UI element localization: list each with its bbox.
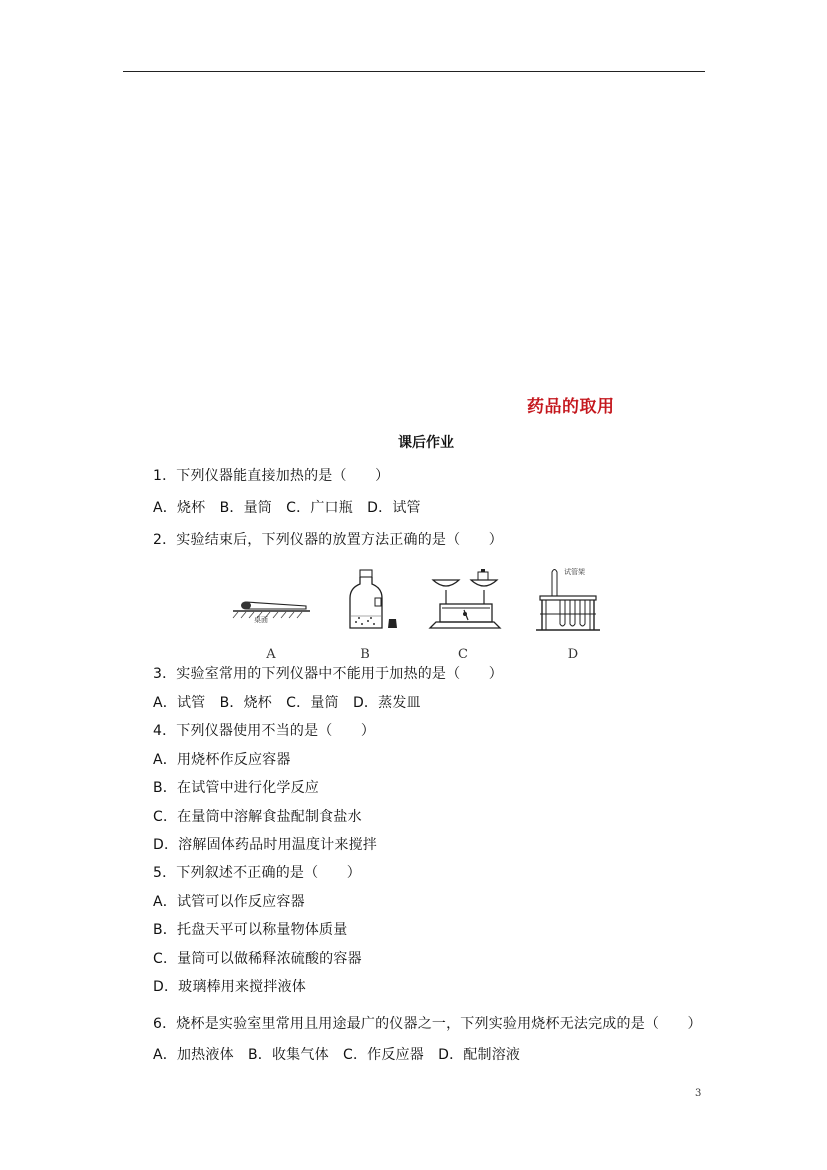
question-1-options: A．烧杯 B．量筒 C．广口瓶 D．试管 — [153, 500, 421, 516]
page-number: 3 — [695, 1088, 702, 1099]
question-4-option-d: D．溶解固体药品时用温度计来搅拌 — [153, 837, 377, 853]
apparatus-figure — [228, 562, 618, 662]
question-2: 2．实验结束后，下列仪器的放置方法正确的是（ ） — [153, 532, 503, 548]
figure-label-b: B — [360, 647, 370, 662]
table-text: 桌面 — [254, 616, 268, 624]
question-4: 4．下列仪器使用不当的是（ ） — [153, 723, 376, 739]
question-5-option-d: D．玻璃棒用来搅拌液体 — [153, 979, 306, 995]
header-rule — [123, 71, 705, 72]
figure-b-bottle — [350, 570, 397, 628]
question-6-options: A．加热液体 B．收集气体 C．作反应器 D．配制溶液 — [153, 1047, 521, 1063]
question-5-option-c: C．量筒可以做稀释浓硫酸的容器 — [153, 951, 362, 967]
question-4-option-a: A．用烧杯作反应容器 — [153, 752, 291, 768]
figure-d-test-tube-rack — [536, 567, 600, 630]
question-4-option-c: C．在量筒中溶解食盐配制食盐水 — [153, 809, 362, 825]
figure-label-c: C — [458, 647, 468, 662]
section-subtitle: 课后作业 — [398, 435, 454, 451]
question-4-option-b: B．在试管中进行化学反应 — [153, 780, 320, 796]
figure-label-d: D — [567, 647, 579, 662]
figure-a-tube-on-table — [233, 602, 310, 625]
question-6: 6．烧杯是实验室里常用且用途最广的仪器之一，下列实验用烧杯无法完成的是（ ） — [153, 1016, 702, 1032]
question-1: 1．下列仪器能直接加热的是（ ） — [153, 468, 390, 484]
question-5-option-b: B．托盘天平可以称量物体质量 — [153, 922, 348, 938]
figure-c-balance — [430, 569, 500, 628]
page-title: 药品的取用 — [527, 397, 615, 417]
question-3: 3．实验室常用的下列仪器中不能用于加热的是（ ） — [153, 666, 503, 682]
question-3-options: A．试管 B．烧杯 C．量筒 D．蒸发皿 — [153, 695, 421, 711]
question-5: 5．下列叙述不正确的是（ ） — [153, 865, 361, 881]
rack-text: 试管架 — [564, 568, 585, 576]
figure-label-a: A — [266, 647, 276, 662]
question-5-option-a: A．试管可以作反应容器 — [153, 894, 305, 910]
